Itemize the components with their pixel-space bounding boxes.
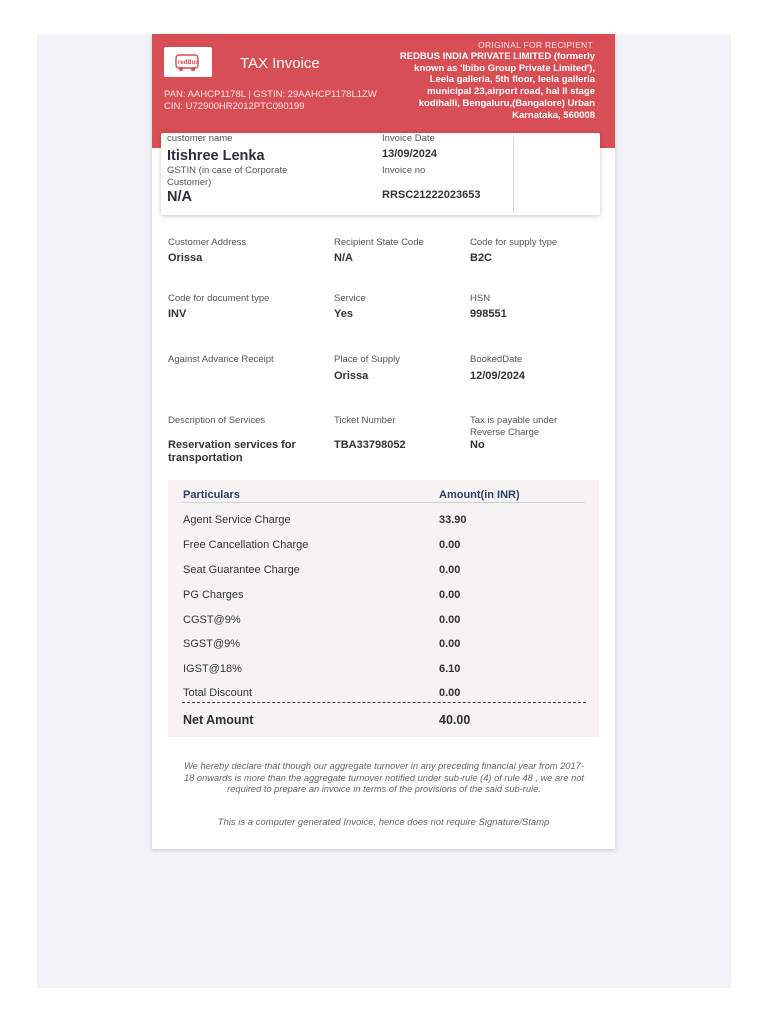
customer-address: Orissa — [168, 252, 203, 264]
reverse-charge-label — [470, 415, 557, 438]
charge-label: Total Discount — [183, 687, 253, 699]
invoice-document — [152, 34, 615, 849]
gstin-label-line: GSTIN (in case of Corporate — [167, 165, 288, 176]
hsn: 998551 — [470, 308, 507, 320]
reverse-charge-label-line: Tax is payable under — [470, 415, 558, 426]
header-divider — [182, 502, 585, 503]
customer-name: Itishree Lenka — [167, 148, 265, 164]
column-header-particulars: Particulars — [183, 489, 240, 501]
net-amount: 40.00 — [439, 713, 471, 727]
redbus-logo — [164, 47, 212, 77]
original-for-recipient: ORIGINAL FOR RECIPIENT — [478, 40, 593, 50]
company-line: municipal 23,airport road, hal II stage — [427, 86, 595, 98]
document-type: INV — [168, 308, 187, 320]
ticket-number-label: Ticket Number — [334, 415, 396, 426]
customer-name-label: customer name — [167, 133, 233, 144]
company-line: REDBUS INDIA PRIVATE LIMITED (formerly — [399, 51, 595, 62]
declaration — [156, 761, 612, 796]
charge-label: Agent Service Charge — [183, 514, 291, 526]
total-divider — [182, 702, 586, 703]
description-line: transportation — [168, 452, 243, 464]
supply-type-label: Code for supply type — [470, 237, 558, 248]
charge-amount: 0.00 — [439, 564, 461, 576]
reverse-charge: No — [470, 439, 485, 451]
invoice-date: 13/09/2024 — [382, 148, 438, 160]
cin: CIN: U72900HR2012PTC090199 — [164, 101, 305, 112]
description-label: Description of Services — [168, 415, 266, 426]
company-address — [365, 51, 595, 121]
company-line: Leela galleria, 5th floor, leela galleria — [429, 74, 595, 86]
booked-date: 12/09/2024 — [470, 370, 526, 382]
invoice-no-label: Invoice no — [382, 165, 426, 176]
booked-date-label: BookedDate — [470, 354, 523, 365]
charge-amount: 6.10 — [439, 663, 461, 675]
company-line: kodihalli, Bengaluru,(Bangalore) Urban — [418, 97, 595, 109]
customer-address-label: Customer Address — [168, 237, 247, 248]
charge-amount: 33.90 — [439, 514, 467, 526]
charges-table — [168, 480, 599, 737]
service-label: Service — [334, 293, 366, 304]
company-line: Karnataka, 560008 — [512, 109, 595, 121]
declaration-line: We hereby declare that though our aggregate turnover in any preceding financial year from 2017- — [184, 761, 584, 771]
company-line: known as 'Ibibo Group Private Limited'), — [414, 62, 595, 74]
charge-amount: 0.00 — [439, 638, 461, 650]
description-of-services — [168, 439, 296, 465]
company-registration — [164, 89, 394, 113]
charge-label: CGST@9% — [183, 614, 241, 626]
charge-amount: 0.00 — [439, 589, 461, 601]
hsn-label: HSN — [470, 293, 491, 304]
charge-amount: 0.00 — [439, 614, 461, 626]
recipient-state-code: N/A — [334, 252, 353, 264]
service: Yes — [334, 308, 353, 320]
qr-code-area — [513, 134, 600, 213]
footer-note: This is a computer generated Invoice, hence does not require Signature/Stamp — [217, 817, 550, 828]
charge-label: Free Cancellation Charge — [183, 539, 309, 551]
invoice-title: TAX Invoice — [240, 55, 320, 72]
charge-label: IGST@18% — [183, 663, 242, 675]
charge-amount: 0.00 — [439, 539, 461, 551]
document-type-label: Code for document type — [168, 293, 270, 304]
place-of-supply: Orissa — [334, 370, 369, 382]
charge-label: PG Charges — [183, 589, 244, 601]
logo-text: redBus — [178, 60, 199, 66]
invoice-date-label: Invoice Date — [382, 133, 435, 144]
customer-gstin: N/A — [167, 189, 192, 205]
column-header-amount: Amount(in INR) — [439, 489, 520, 501]
place-of-supply-label: Place of Supply — [334, 354, 401, 365]
invoice-header — [152, 34, 615, 148]
description-line: Reservation services for — [168, 439, 296, 451]
charge-label: SGST@9% — [183, 638, 241, 650]
supply-type: B2C — [470, 252, 493, 264]
net-amount-label: Net Amount — [183, 713, 254, 727]
recipient-state-code-label: Recipient State Code — [334, 237, 424, 248]
charge-label: Seat Guarantee Charge — [183, 564, 300, 576]
gstin-label-line: Customer) — [167, 176, 212, 188]
invoice-no: RRSC21222023653 — [382, 189, 481, 201]
reverse-charge-label-line: Reverse Charge — [470, 426, 540, 438]
ticket-number: TBA33798052 — [334, 439, 406, 451]
advance-receipt-label: Against Advance Receipt — [168, 354, 274, 365]
pan-gstin: PAN: AAHCP1178L | GSTIN: 29AAHCP1178L1ZW — [164, 89, 377, 100]
customer-card — [161, 133, 600, 215]
gstin-label — [167, 165, 287, 188]
charge-amount: 0.00 — [439, 687, 461, 699]
declaration-line: 18 onwards is more than the aggregate turnover notified under sub-rule (4) of rule 48 , we are not — [184, 772, 584, 783]
declaration-line: required to prepare an invoice in terms of the provisions of the said sub-rule. — [227, 784, 541, 795]
